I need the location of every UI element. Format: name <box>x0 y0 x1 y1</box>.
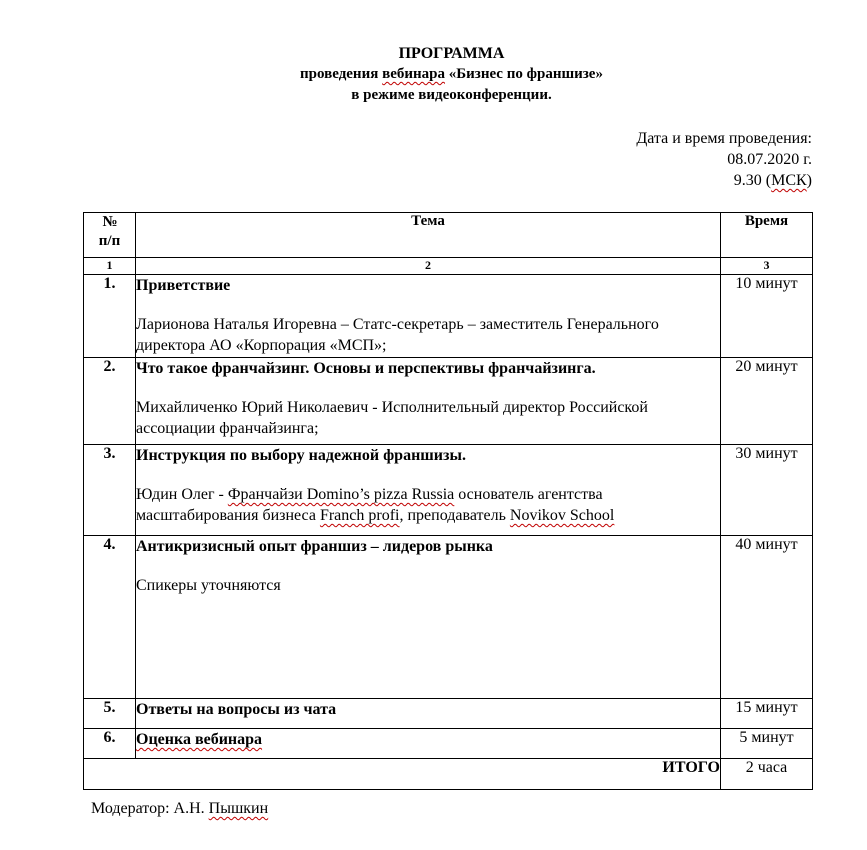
date-label: Дата и время проведения: <box>636 130 812 147</box>
table-row <box>84 445 813 536</box>
moderator-line <box>91 799 268 819</box>
row-time: 30 минут <box>721 445 813 536</box>
row-time: 20 минут <box>721 358 813 445</box>
topic-title: Приветствие <box>136 277 231 294</box>
column-index-row <box>84 258 813 275</box>
event-time <box>636 170 812 191</box>
index-cell: 2 <box>136 258 721 275</box>
index-cell: 3 <box>721 258 813 275</box>
row-time: 5 минут <box>721 729 813 759</box>
speaker-text: Франчайзи Domino’s pizza Russia <box>227 486 455 503</box>
document-subtitle <box>0 64 867 85</box>
row-time: 10 минут <box>721 275 813 358</box>
row-time: 15 минут <box>721 699 813 729</box>
speaker-text: Novikov School <box>509 507 615 524</box>
document-title-block <box>0 44 867 106</box>
row-number: 5. <box>84 699 136 729</box>
topic-title-word: Оценка вебинара <box>136 731 263 748</box>
row-topic <box>136 275 721 358</box>
row-number: 6. <box>84 729 136 759</box>
subtitle-prefix: проведения <box>300 66 383 82</box>
date-block <box>636 128 812 191</box>
moderator-prefix: Модератор: А.Н. <box>91 800 209 817</box>
row-time: 40 минут <box>721 536 813 699</box>
time-zone: МСК <box>771 172 807 189</box>
table-row <box>84 699 813 729</box>
row-number: 2. <box>84 358 136 445</box>
event-date: 08.07.2020 г. <box>727 151 812 168</box>
row-number: 3. <box>84 445 136 536</box>
topic-title <box>136 729 720 750</box>
row-topic <box>136 445 721 536</box>
total-label: ИТОГО <box>84 759 721 790</box>
row-topic <box>136 536 721 699</box>
table-row <box>84 536 813 699</box>
speaker-text: основатель агентства масштабирования бизнеса <box>136 486 603 524</box>
program-table <box>83 212 813 790</box>
topic-speaker: Спикеры уточняются <box>136 577 281 594</box>
index-cell: 1 <box>84 258 136 275</box>
row-topic <box>136 729 721 759</box>
row-number: 4. <box>84 536 136 699</box>
topic-title: Ответы на вопросы из чата <box>136 701 337 718</box>
table-row <box>84 275 813 358</box>
subtitle-suffix: «Бизнес по франшизе» <box>444 66 603 82</box>
moderator-name: Пышкин <box>208 800 269 817</box>
document-title: ПРОГРАММА <box>398 45 505 62</box>
subtitle-word: вебинара <box>382 66 445 82</box>
row-number: 1. <box>84 275 136 358</box>
header-time: Время <box>721 213 813 258</box>
topic-title: Антикризисный опыт франшиз – лидеров рынка <box>136 538 493 555</box>
table-header-row <box>84 213 813 258</box>
speaker-text: Юдин Олег - <box>136 486 228 503</box>
document-subtitle-2: в режиме видеоконференции. <box>351 87 552 103</box>
total-row <box>84 759 813 790</box>
topic-speaker: Ларионова Наталья Игоревна – Статс-секретарь – заместитель Генерального директора АО «Корпорация «МСП»; <box>136 316 659 354</box>
row-topic <box>136 699 721 729</box>
header-number-line2: п/п <box>98 233 121 249</box>
header-number-line1: № <box>102 214 117 230</box>
table-row <box>84 729 813 759</box>
topic-speaker: Михайличенко Юрий Николаевич - Исполнительный директор Российской ассоциации франчайзинга; <box>136 399 648 437</box>
topic-title: Инструкция по выбору надежной франшизы. <box>136 447 466 464</box>
header-topic: Тема <box>136 213 721 258</box>
topic-title: Что такое франчайзинг. Основы и перспективы франчайзинга. <box>136 360 596 377</box>
table-row <box>84 358 813 445</box>
time-prefix: 9.30 ( <box>733 172 772 189</box>
total-value: 2 часа <box>721 759 813 790</box>
time-suffix: ) <box>806 172 812 189</box>
speaker-text: Franch profi <box>319 507 400 524</box>
speaker-text: , преподаватель <box>399 507 510 524</box>
header-number <box>84 213 136 258</box>
topic-speaker <box>136 484 720 526</box>
row-topic <box>136 358 721 445</box>
